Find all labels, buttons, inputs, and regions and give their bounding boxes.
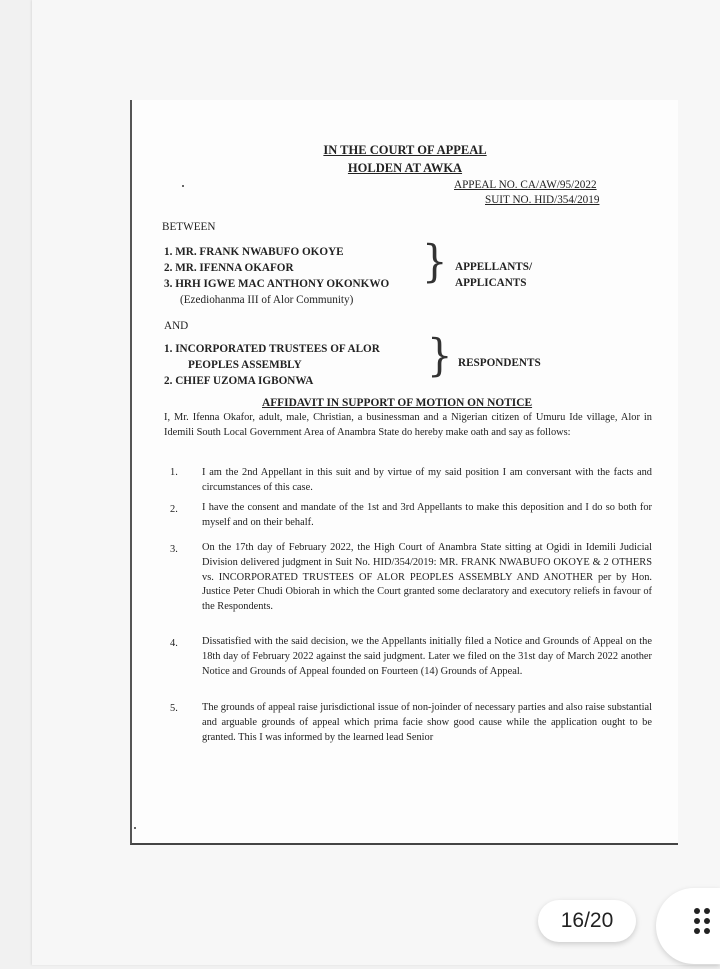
- para-4-text: Dissatisfied with the said decision, we the Appellants initially filed a Notice and Grounds of Appeal on the 18th day of February 2022 against the said judgment. Later we filed on the 31st day of March 2022 another Notice and Grounds of Appeal founded on Fourteen (14) Grounds of Appeal.: [202, 636, 652, 677]
- para-1-text: I am the 2nd Appellant in this suit and by virtue of my said position I am conversant with the facts and circumstances of this case.: [202, 467, 652, 493]
- page-counter: 16/20: [538, 900, 636, 942]
- suit-number: SUIT NO. HID/354/2019: [485, 194, 600, 206]
- appellant-1: 1. MR. FRANK NWABUFO OKOYE: [164, 246, 344, 258]
- court-title: IN THE COURT OF APPEAL: [323, 143, 487, 157]
- para-3-number: 3.: [170, 544, 178, 555]
- scan-speck: [182, 185, 184, 187]
- applicants-role: APPLICANTS: [455, 277, 527, 289]
- para-5-number: 5.: [170, 703, 178, 714]
- para-5-text: The grounds of appeal raise jurisdictional issue of non-joinder of necessary parties and also raise substantial and arguable grounds of appeal which prima facie show good cause while the application ought to be granted. This I was informed by the learned lead Senior: [202, 702, 652, 743]
- and-label: AND: [164, 320, 189, 332]
- court-location: HOLDEN AT AWKA: [347, 161, 463, 175]
- appellant-3: 3. HRH IGWE MAC ANTHONY OKONKWO: [164, 278, 390, 290]
- respondent-2: 2. CHIEF UZOMA IGBONWA: [164, 375, 314, 387]
- para-2-number: 2.: [170, 504, 178, 515]
- appellants-role: APPELLANTS/: [455, 261, 533, 273]
- para-3-text: On the 17th day of February 2022, the High Court of Anambra State sitting at Ogidi in Idemili Judicial Division delivered judgment in Suit No. HID/354/2019: MR. FRANK NWABUFO OKOYE & 2 OTHERS vs. INCORPORATED TRUSTEES OF ALOR PEOPLES ASSEMBLY AND ANOTHER per by Hon. Justice Peter Chudi Obiorah in which the Court granted some declaratory and executory reliefs in favour of the Respondents.: [202, 542, 652, 613]
- scan-speck: [134, 827, 136, 829]
- between-label: BETWEEN: [162, 221, 216, 233]
- document-page: [130, 100, 678, 845]
- appeal-number: APPEAL NO. CA/AW/95/2022: [454, 179, 597, 191]
- affidavit-title: AFFIDAVIT IN SUPPORT OF MOTION ON NOTICE: [262, 397, 533, 409]
- para-1-number: 1.: [170, 467, 178, 478]
- respondents-role: RESPONDENTS: [458, 357, 541, 369]
- para-4-number: 4.: [170, 638, 178, 649]
- respondents-brace: }: [427, 330, 453, 382]
- appellant-note: (Ezediohanma III of Alor Community): [180, 294, 354, 306]
- respondent-1-cont: PEOPLES ASSEMBLY: [188, 359, 302, 371]
- para-2-text: I have the consent and mandate of the 1st and 3rd Appellants to make this deposition and I do so both for myself and on their behalf.: [202, 502, 652, 528]
- appellants-brace: }: [422, 236, 448, 288]
- respondent-1: 1. INCORPORATED TRUSTEES OF ALOR: [164, 343, 380, 355]
- intro-paragraph: I, Mr. Ifenna Okafor, adult, male, Christian, a businessman and a Nigerian citizen of Umuru Ide village, Alor in Idemili South Local Government Area of Anambra State do hereby make oath and say as follows:: [164, 412, 652, 438]
- appellant-2: 2. MR. IFENNA OKAFOR: [164, 262, 294, 274]
